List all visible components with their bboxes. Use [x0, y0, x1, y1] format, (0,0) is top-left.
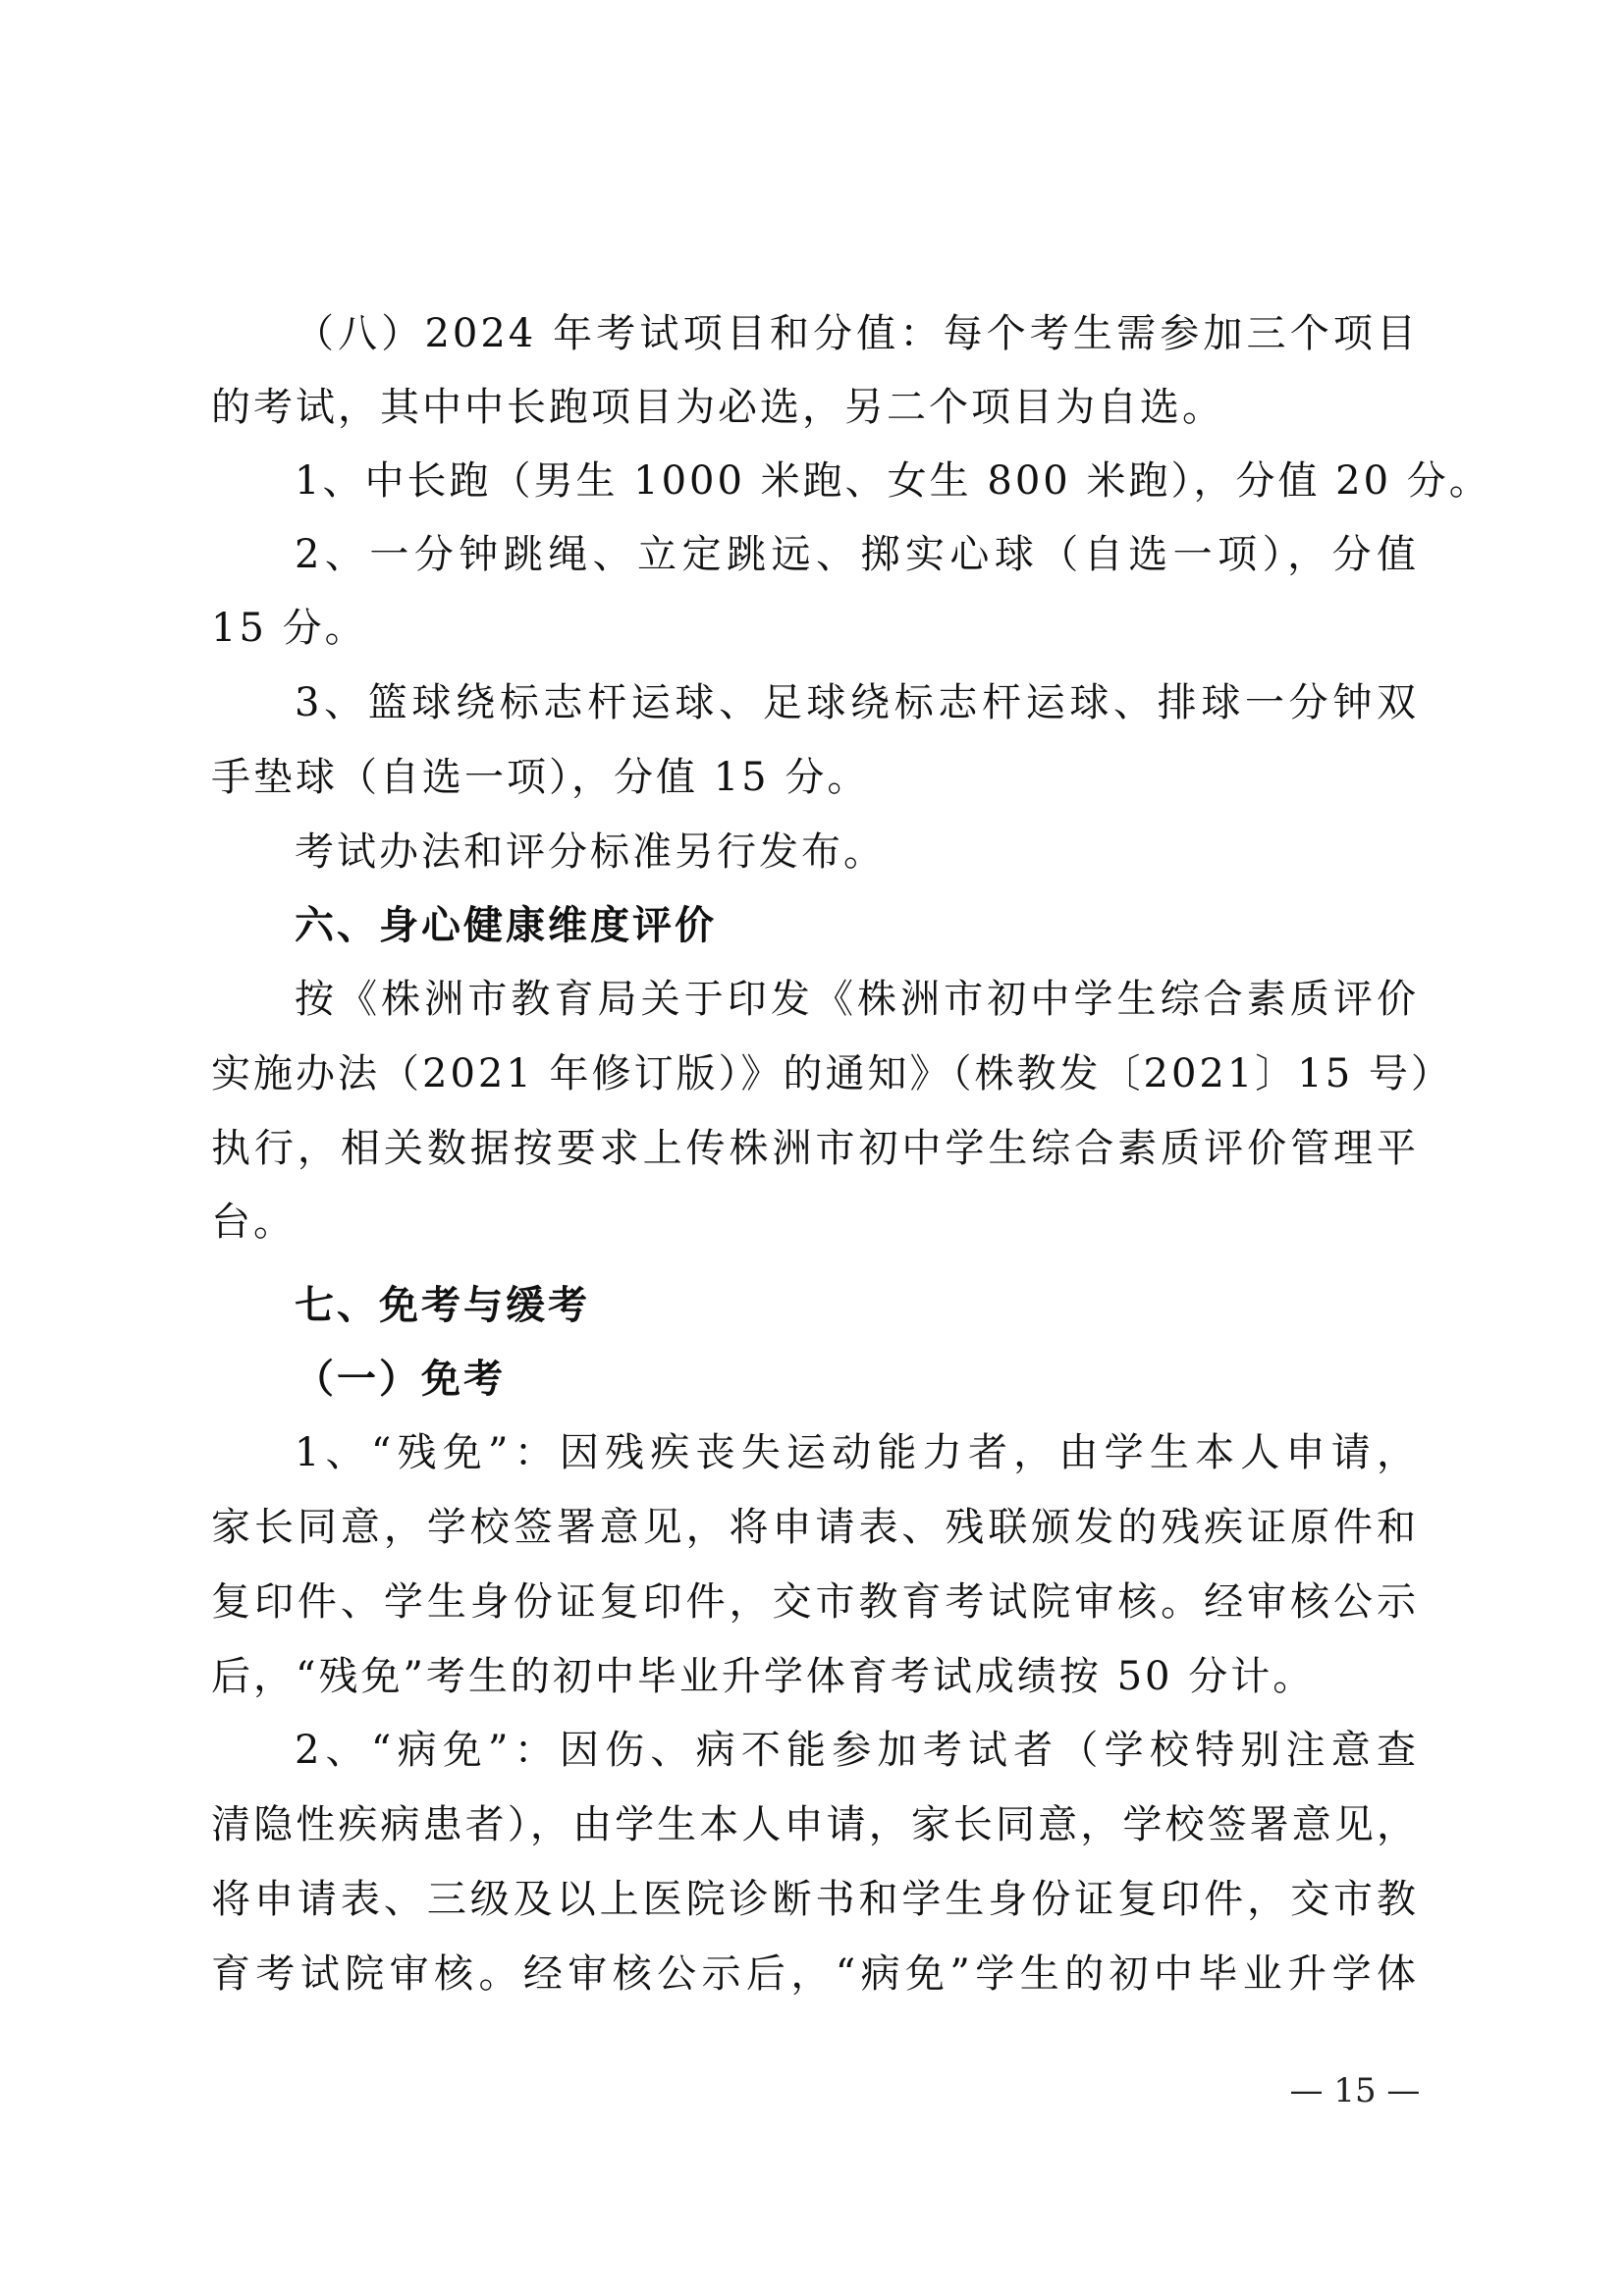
text-line: 台。	[211, 1200, 296, 1245]
text-line: （八）2024 年考试项目和分值：每个考生需参加三个项目	[295, 311, 1419, 356]
text-line: 15 分。	[211, 606, 367, 651]
text-line: 将申请表、三级及以上医院诊断书和学生身份证复印件，交市教	[211, 1877, 1419, 1922]
text-line: 实施办法（2021 年修订版）》的通知》（株教发〔2021〕15 号）	[211, 1051, 1453, 1096]
text-line: 手垫球（自选一项），分值 15 分。	[211, 755, 870, 800]
text-line: 按《株洲市教育局关于印发《株洲市初中学生综合素质评价	[295, 977, 1419, 1022]
page-number: — 15 —	[1289, 2071, 1421, 2110]
text-line: 1、中长跑（男生 1000 米跑、女生 800 米跑），分值 20 分。	[295, 458, 1491, 504]
text-line: 育考试院审核。经审核公示后，“病免”学生的初中毕业升学体	[211, 1951, 1419, 1997]
text-line: 清隐性疾病患者），由学生本人申请，家长同意，学校签署意见，	[211, 1802, 1419, 1847]
subsection-heading: （一）免考	[295, 1356, 506, 1402]
text-line: 考试办法和评分标准另行发布。	[295, 829, 886, 875]
text-line: 的考试，其中中长跑项目为必选，另二个项目为自选。	[211, 385, 1224, 430]
section-heading: 六、身心健康维度评价	[295, 903, 717, 948]
text-line: 执行，相关数据按要求上传株洲市初中学生综合素质评价管理平	[211, 1126, 1419, 1171]
text-line: 2、“病免”：因伤、病不能参加考试者（学校特别注意查	[295, 1728, 1419, 1773]
text-line: 2、一分钟跳绳、立定跳远、掷实心球（自选一项），分值	[295, 532, 1419, 577]
text-line: 3、篮球绕标志杆运球、足球绕标志杆运球、排球一分钟双	[295, 680, 1419, 725]
text-line: 1、“残免”：因残疾丧失运动能力者，由学生本人申请，	[295, 1430, 1419, 1475]
text-line: 家长同意，学校签署意见，将申请表、残联颁发的残疾证原件和	[211, 1505, 1419, 1550]
text-line: 后，“残免”考生的初中毕业升学体育考试成绩按 50 分计。	[211, 1654, 1316, 1699]
text-line: 复印件、学生身份证复印件，交市教育考试院审核。经审核公示	[211, 1579, 1419, 1625]
section-heading: 七、免考与缓考	[295, 1283, 590, 1328]
